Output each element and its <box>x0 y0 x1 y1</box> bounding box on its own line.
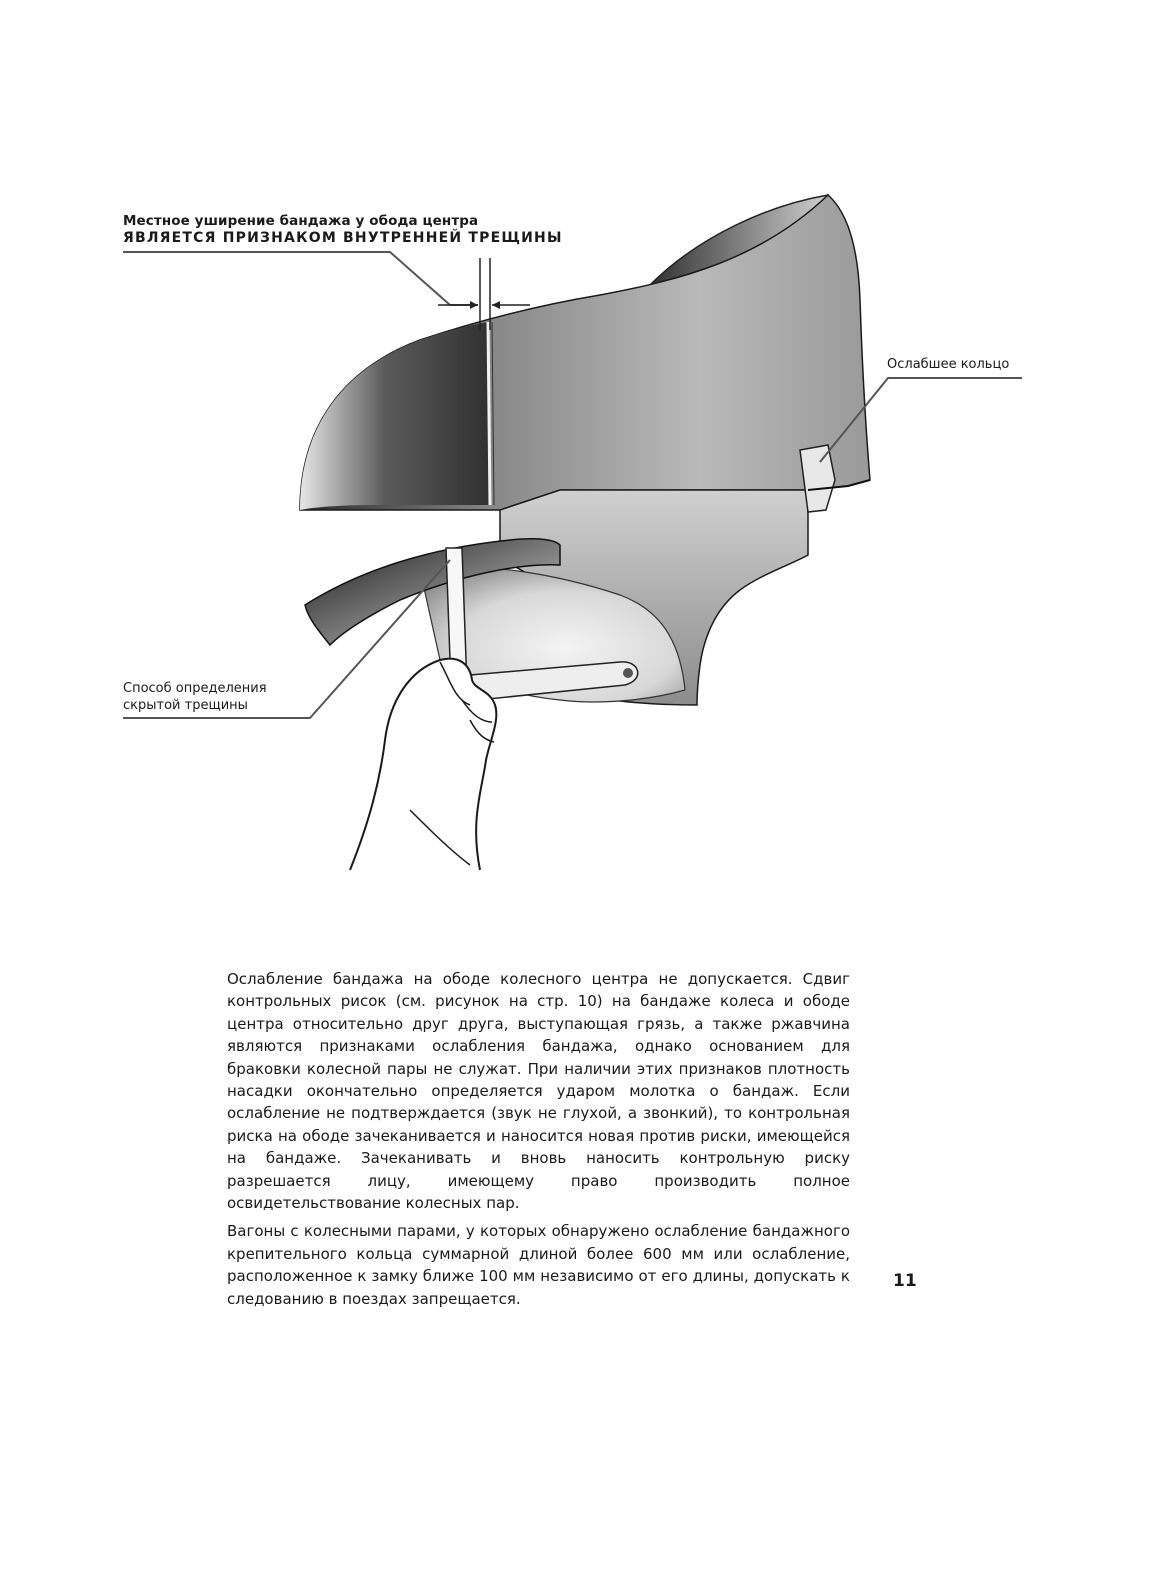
arrowhead-left <box>470 301 478 309</box>
paragraph-1: Ослабление бандажа на ободе колесного центра не допускается. Сдвиг контрольных рисок (см. рисунок на стр. 10) на бандаже колеса и ободе центра относительно друг друга, выступающая грязь, а также ржавчина являются признаками ослабления бандажа, однако основанием для браковки колесной пары не служат. При наличии этих признаков плотность насадки окончательно определяется ударом молотка о бандаж. Если ослабление не подтверждается (звук не глухой, а звонкий), то контрольная риска на ободе зачеканивается и наносится новая против риски, имеющейся на бандаже. Зачеканивать и вновь наносить контрольную риску разрешается лицу, имеющему право производить полное освидетельствование колесных пар. <box>227 970 850 1213</box>
label-loose-ring: Ослабшее кольцо <box>887 357 1010 372</box>
paragraph-2: Вагоны с колесными парами, у которых обнаружено ослабление бандажного крепительного кольца суммарной длиной более 600 мм или ослабление, расположенное к замку ближе 100 мм независимо от его длины, допускать к следованию в поездах запрещается. <box>227 1222 850 1308</box>
label-widening-line-1: Местное уширение бандажа у обода центра <box>123 213 479 229</box>
ruler-hole <box>623 668 633 678</box>
label-method-line-2: скрытой трещины <box>123 698 248 713</box>
arrowhead-right <box>492 301 500 309</box>
label-widening-line-2: ЯВЛЯЕТСЯ ПРИЗНАКОМ ВНУТРЕННЕЙ ТРЕЩИНЫ <box>123 230 563 246</box>
label-method-line-1: Способ определения <box>123 681 267 696</box>
body-text <box>227 968 850 1310</box>
seam-line <box>488 322 490 505</box>
page-number: 11 <box>893 1271 917 1291</box>
leader-widening <box>123 252 478 305</box>
hand-outline <box>350 659 496 870</box>
label-method <box>123 680 267 714</box>
